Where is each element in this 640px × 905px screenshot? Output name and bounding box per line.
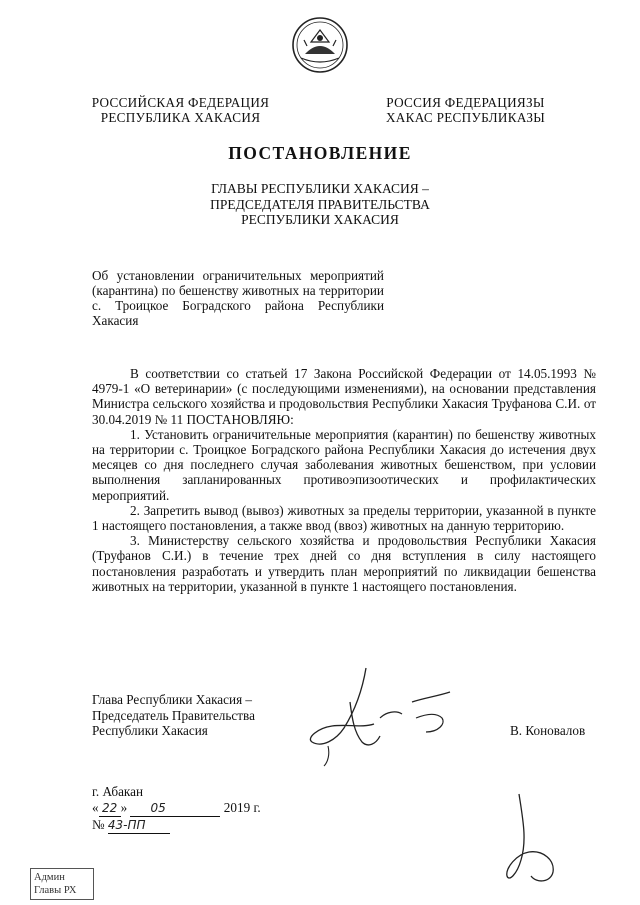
signatory-position: Глава Республики Хакасия – Председатель Правительства Республики Хакасия [92,692,255,738]
handwritten-initial [497,790,577,890]
date-year: 2019 г. [223,800,261,815]
date-line: « 22 » 05 2019 г. [92,800,261,815]
preamble-paragraph: В соответствии со статьей 17 Закона Российской Федерации от 14.05.1993 № 4979-1 «О ветеринарии» (с последующими изменениями), на основании представления Министра сельского хозяйства и продовольствия Республики Хакасия Труфанова С.И. от 30.04.2019 № 11 ПОСТАНОВЛЯЮ: [92,366,596,427]
date-month: 05 [130,800,220,817]
signatory-name: В. Коновалов [510,723,586,738]
number-line: № 43-ПП [92,817,261,834]
coat-of-arms-emblem [291,16,349,74]
header-right-khakas: РОССИЯ ФЕДЕРАЦИЯЗЫ ХАКАС РЕСПУБЛИКАЗЫ [385,95,546,125]
header-left-russian: РОССИЙСКАЯ ФЕДЕРАЦИЯ РЕСПУБЛИКА ХАКАСИЯ [91,95,270,125]
date-day: 22 [99,800,121,817]
document-subtitle: ГЛАВЫ РЕСПУБЛИКИ ХАКАСИЯ – ПРЕДСЕДАТЕЛЯ ПРАВИТЕЛЬСТВА РЕСПУБЛИКИ ХАКАСИЯ [210,181,430,227]
registration-stamp: Админ Главы РХ [30,868,94,900]
item-2-paragraph: 2. Запретить вывод (вывоз) животных за пределы территории, указанной в пункте 1 настоящего постановления, а также ввод (ввоз) животных на данную территорию. [92,502,596,534]
handwritten-signature [292,662,462,770]
item-1-paragraph: 1. Установить ограничительные мероприятия (карантин) по бешенству животных на территории с. Троицкое Боградского района Республики Хакасия до истечения двух месяцев со дня последнего случая заболевания животных бешенством, при условии выполнения запланированных противоэпизоотических и профилактических мероприятий. [92,426,596,503]
place-date-number [92,784,261,834]
document-number: 43-ПП [108,817,170,834]
document-body [92,366,596,594]
item-3-paragraph: 3. Министерству сельского хозяйства и продовольствия Республики Хакасия (Труфанов С.И.) в течение трех дней со дня вступления в силу настоящего постановления разработать и утвердить план мероприятий по ликвидации бешенства животных на территории, указанной в пункте 1 настоящего постановления. [92,533,596,594]
city: г. Абакан [92,784,144,799]
document-subject: Об установлении ограничительных мероприятий (карантина) по бешенству животных на территории с. Троицкое Боградского района Республики Хакасия [92,268,384,328]
document-title: ПОСТАНОВЛЕНИЕ [228,143,412,163]
